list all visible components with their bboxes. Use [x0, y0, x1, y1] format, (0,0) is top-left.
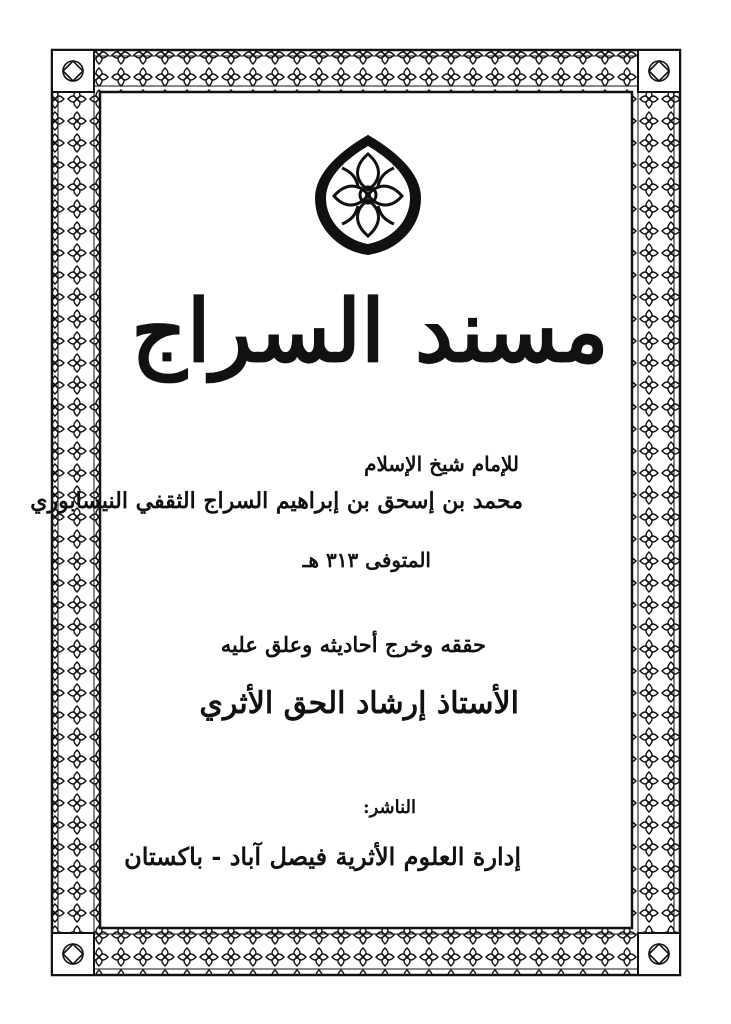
publisher-label: الناشر: — [362, 797, 416, 818]
ornament-medallion-icon — [312, 132, 424, 258]
author-name: محمد بن إسحق بن إبراهيم السراج الثقفي النيسابوري — [30, 488, 523, 514]
author-death-date: المتوفى ٣١٣ هـ — [302, 548, 431, 572]
publisher-name: إدارة العلوم الأثرية فيصل آباد - باكستان — [124, 842, 521, 871]
book-title: مسند السراج — [131, 281, 609, 382]
editor-label: حققه وخرج أحاديثه وعلق عليه — [220, 632, 486, 657]
author-prefix: للإمام شيخ الإسلام — [364, 452, 519, 476]
editor-name: الأستاذ إرشاد الحق الأثري — [199, 686, 519, 721]
